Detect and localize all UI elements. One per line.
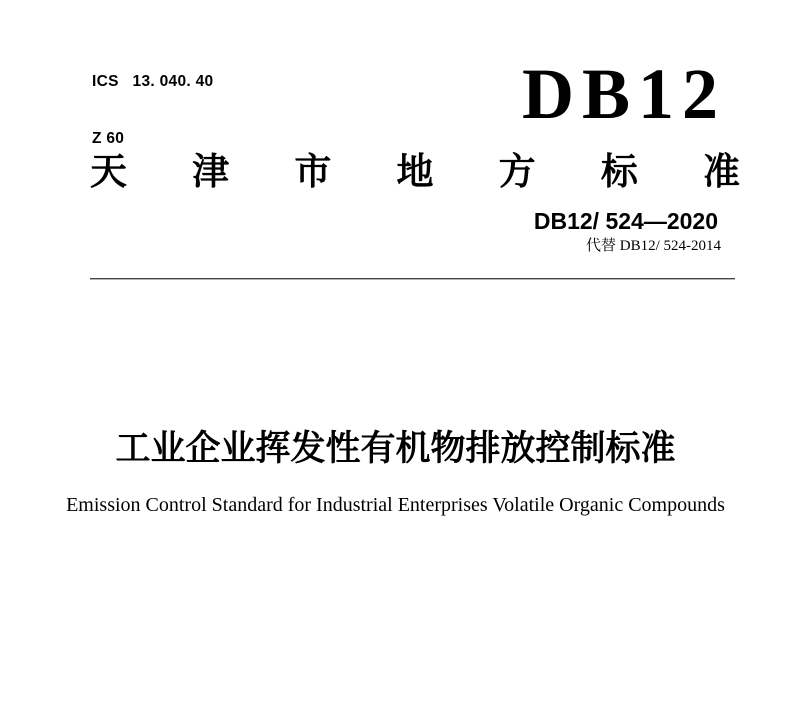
standard-number: DB12/ 524—2020 (533, 208, 718, 234)
standard-category-title: 天津市地方标准 (90, 151, 740, 192)
db12-logo: DB12 (521, 54, 726, 134)
document-class-code: Z 60 (92, 130, 125, 147)
ics-code: ICS 13. 040. 40 (92, 73, 214, 90)
document-title-zh: 工业企业挥发性有机物排放控制标准 (115, 429, 676, 468)
superseded-standard-note: 代替 DB12/ 524-2014 (585, 238, 721, 254)
header-rule (90, 278, 735, 280)
document-title-en: Emission Control Standard for Industrial Enterprises Volatile Organic Compounds (66, 494, 725, 516)
